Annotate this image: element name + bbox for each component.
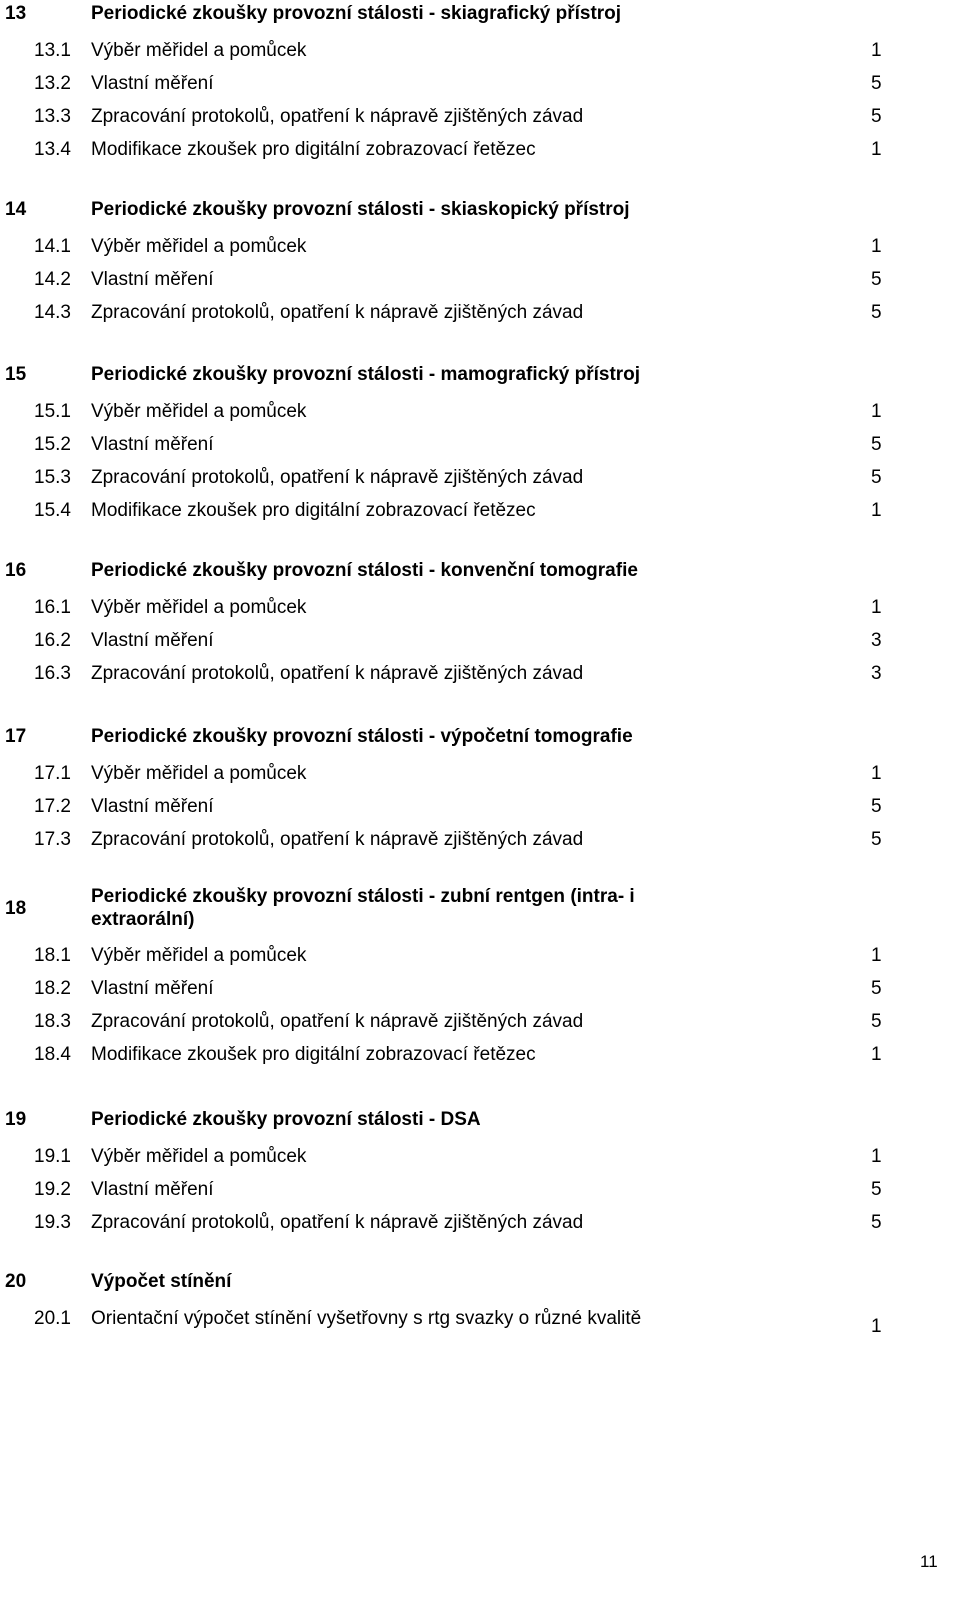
item-number: 16.2 [34, 629, 71, 651]
list-item [0, 972, 960, 1005]
item-number: 15.3 [34, 466, 71, 488]
section-heading [0, 723, 960, 757]
item-hours: 5 [871, 1010, 882, 1032]
section-number: 14 [5, 199, 27, 220]
item-hours: 5 [871, 268, 882, 290]
item-number: 17.2 [34, 795, 71, 817]
item-hours: 1 [871, 944, 882, 966]
item-label: Výběr měřidel a pomůcek [91, 762, 307, 784]
list-item [0, 1005, 960, 1038]
item-number: 18.3 [34, 1010, 71, 1032]
list-item [0, 133, 960, 166]
section-20 [0, 1268, 960, 1335]
item-label: Výběr měřidel a pomůcek [91, 235, 307, 257]
section-number: 20 [5, 1271, 27, 1292]
item-hours: 1 [871, 1043, 882, 1065]
item-label: Výběr měřidel a pomůcek [91, 944, 307, 966]
section-title: Výpočet stínění [91, 1271, 232, 1292]
item-hours: 1 [871, 1315, 882, 1337]
item-number: 19.2 [34, 1178, 71, 1200]
item-hours: 5 [871, 977, 882, 999]
item-number: 20.1 [34, 1307, 71, 1329]
item-label: Vlastní měření [91, 1178, 214, 1200]
item-hours: 5 [871, 795, 882, 817]
item-hours: 3 [871, 662, 882, 684]
item-number: 19.3 [34, 1211, 71, 1233]
section-heading [0, 1268, 960, 1302]
item-label: Zpracování protokolů, opatření k nápravě zjištěných závad [91, 1211, 584, 1233]
section-title: Periodické zkoušky provozní stálosti - skiaskopický přístroj [91, 199, 630, 220]
list-item [0, 757, 960, 790]
item-label: Orientační výpočet stínění vyšetřovny s rtg svazky o různé kvalitě [91, 1307, 642, 1329]
list-item [0, 624, 960, 657]
list-item [0, 34, 960, 67]
item-hours: 1 [871, 235, 882, 257]
list-item [0, 657, 960, 690]
item-number: 14.2 [34, 268, 71, 290]
item-hours: 5 [871, 1211, 882, 1233]
item-hours: 3 [871, 629, 882, 651]
list-item [0, 230, 960, 263]
section-number: 13 [5, 3, 27, 24]
item-hours: 5 [871, 105, 882, 127]
item-label: Zpracování protokolů, opatření k nápravě zjištěných závad [91, 828, 584, 850]
section-title: Periodické zkoušky provozní stálosti - skiagrafický přístroj [91, 3, 622, 24]
item-label: Zpracování protokolů, opatření k nápravě zjištěných závad [91, 662, 584, 684]
list-item [0, 1038, 960, 1071]
section-15 [0, 361, 960, 527]
section-19 [0, 1106, 960, 1239]
list-item [0, 461, 960, 494]
item-number: 18.1 [34, 944, 71, 966]
item-hours: 5 [871, 301, 882, 323]
item-number: 17.1 [34, 762, 71, 784]
item-number: 15.2 [34, 433, 71, 455]
section-number: 16 [5, 560, 27, 581]
list-item [0, 1302, 960, 1335]
item-label: Zpracování protokolů, opatření k nápravě zjištěných závad [91, 1010, 584, 1032]
item-number: 16.3 [34, 662, 71, 684]
item-number: 14.3 [34, 301, 71, 323]
item-hours: 1 [871, 762, 882, 784]
list-item [0, 494, 960, 527]
item-hours: 5 [871, 433, 882, 455]
section-title: Periodické zkoušky provozní stálosti - výpočetní tomografie [91, 726, 633, 747]
item-label: Vlastní měření [91, 795, 214, 817]
section-number: 19 [5, 1109, 27, 1130]
section-title: Periodické zkoušky provozní stálosti - DSA [91, 1109, 481, 1130]
item-label: Zpracování protokolů, opatření k nápravě zjištěných závad [91, 105, 584, 127]
section-16 [0, 557, 960, 690]
item-hours: 5 [871, 72, 882, 94]
item-label: Zpracování protokolů, opatření k nápravě zjištěných závad [91, 466, 584, 488]
item-hours: 1 [871, 39, 882, 61]
item-label: Vlastní měření [91, 433, 214, 455]
item-hours: 5 [871, 828, 882, 850]
item-number: 15.1 [34, 400, 71, 422]
list-item [0, 1140, 960, 1173]
item-hours: 1 [871, 499, 882, 521]
item-number: 18.2 [34, 977, 71, 999]
item-label: Vlastní měření [91, 268, 214, 290]
page-number: 11 [920, 1552, 938, 1571]
item-label: Výběr měřidel a pomůcek [91, 39, 307, 61]
item-number: 13.2 [34, 72, 71, 94]
item-number: 16.1 [34, 596, 71, 618]
item-hours: 1 [871, 400, 882, 422]
item-label: Modifikace zkoušek pro digitální zobrazovací řetězec [91, 1043, 536, 1065]
item-number: 13.1 [34, 39, 71, 61]
section-number: 17 [5, 726, 27, 747]
section-18 [0, 883, 960, 1071]
item-label: Výběr měřidel a pomůcek [91, 596, 307, 618]
list-item [0, 100, 960, 133]
list-item [0, 1173, 960, 1206]
list-item [0, 939, 960, 972]
item-hours: 1 [871, 138, 882, 160]
item-number: 19.1 [34, 1145, 71, 1167]
section-13 [0, 0, 960, 166]
section-heading [0, 196, 960, 230]
item-label: Vlastní měření [91, 977, 214, 999]
item-label: Vlastní měření [91, 629, 214, 651]
item-label: Zpracování protokolů, opatření k nápravě zjištěných závad [91, 301, 584, 323]
list-item [0, 591, 960, 624]
list-item [0, 823, 960, 856]
item-number: 13.4 [34, 138, 71, 160]
item-number: 14.1 [34, 235, 71, 257]
item-number: 13.3 [34, 105, 71, 127]
list-item [0, 67, 960, 100]
section-heading [0, 361, 960, 395]
list-item [0, 1206, 960, 1239]
list-item [0, 428, 960, 461]
section-number: 15 [5, 364, 27, 385]
item-label: Modifikace zkoušek pro digitální zobrazovací řetězec [91, 138, 536, 160]
item-label: Modifikace zkoušek pro digitální zobrazovací řetězec [91, 499, 536, 521]
item-label: Vlastní měření [91, 72, 214, 94]
list-item [0, 790, 960, 823]
list-item [0, 263, 960, 296]
section-title: Periodické zkoušky provozní stálosti - zubní rentgen (intra- i extraorální) [91, 886, 635, 930]
section-heading [0, 1106, 960, 1140]
item-number: 17.3 [34, 828, 71, 850]
item-hours: 5 [871, 466, 882, 488]
item-number: 15.4 [34, 499, 71, 521]
item-hours: 5 [871, 1178, 882, 1200]
section-14 [0, 196, 960, 329]
item-number: 18.4 [34, 1043, 71, 1065]
list-item [0, 296, 960, 329]
section-title: Periodické zkoušky provozní stálosti - mamografický přístroj [91, 364, 641, 385]
section-heading [0, 0, 960, 34]
item-label: Výběr měřidel a pomůcek [91, 400, 307, 422]
item-hours: 1 [871, 596, 882, 618]
list-item [0, 395, 960, 428]
section-heading [0, 883, 960, 939]
section-heading [0, 557, 960, 591]
section-title: Periodické zkoušky provozní stálosti - konvenční tomografie [91, 560, 638, 581]
section-17 [0, 723, 960, 856]
item-hours: 1 [871, 1145, 882, 1167]
item-label: Výběr měřidel a pomůcek [91, 1145, 307, 1167]
section-number: 18 [5, 897, 27, 919]
